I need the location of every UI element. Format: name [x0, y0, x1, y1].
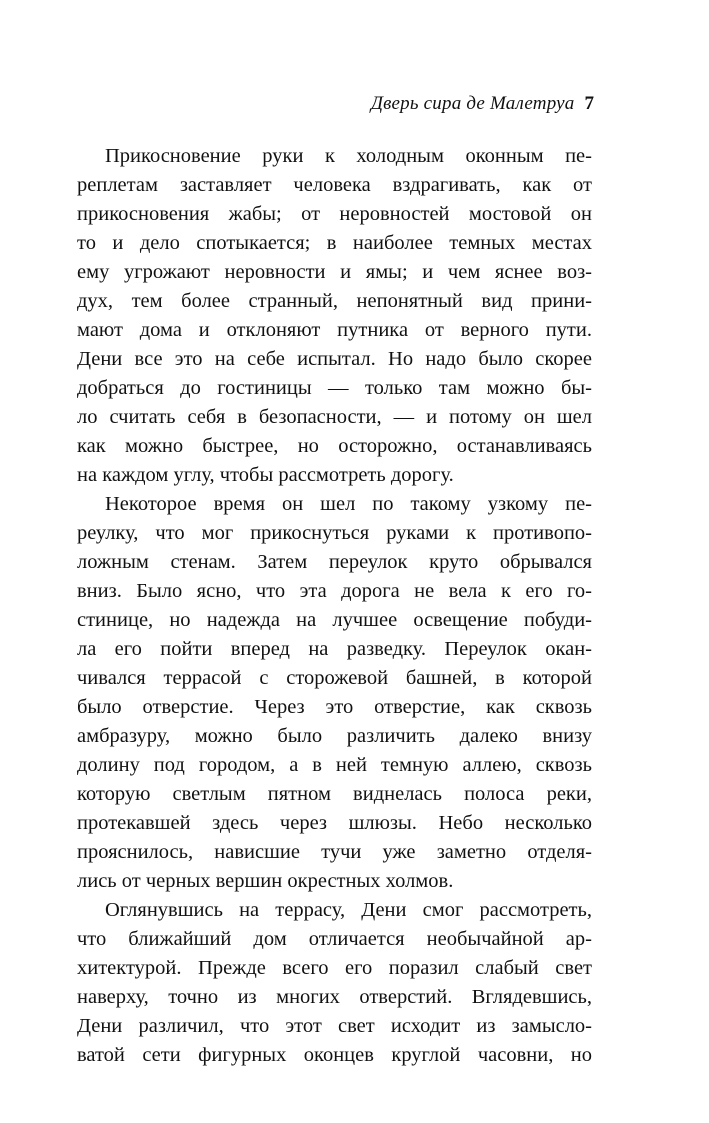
- text-line: амбразуру, можно было различить далеко внизу: [77, 725, 592, 747]
- page-number: 7: [584, 93, 594, 114]
- text-line: добраться до гостиницы — только там можно бы-: [77, 377, 592, 399]
- text-line: Некоторое время он шел по такому узкому пе-: [105, 493, 592, 515]
- text-line: ла его пойти вперед на разведку. Переулок окан-: [77, 638, 592, 660]
- paragraph: [77, 142, 592, 490]
- text-line: протекавшей здесь через шлюзы. Небо несколько: [77, 812, 592, 834]
- text-line: Дени различил, что этот свет исходит из замысло-: [77, 1015, 592, 1037]
- text-line: прояснилось, нависшие тучи уже заметно отделя-: [77, 841, 592, 863]
- text-line: Прикосновение руки к холодным оконным пе-: [105, 145, 592, 167]
- text-line: Дени все это на себе испытал. Но надо было скорее: [77, 348, 592, 370]
- text-line: было отверстие. Через это отверстие, как сквозь: [77, 696, 592, 718]
- text-line: хитектурой. Прежде всего его поразил слабый свет: [77, 957, 592, 979]
- paragraph: [77, 896, 592, 1070]
- text-line: на каждом углу, чтобы рассмотреть дорогу.: [77, 464, 454, 486]
- text-line: вниз. Было ясно, что эта дорога не вела к его го-: [77, 580, 592, 602]
- text-line: реплетам заставляет человека вздрагивать, как от: [77, 174, 592, 196]
- text-line: долину под городом, а в ней темную аллею, сквозь: [77, 754, 592, 776]
- text-line: мают дома и отклоняют путника от верного пути.: [77, 319, 592, 341]
- text-line: ло считать себя в безопасности, — и потому он шел: [77, 406, 592, 428]
- text-line: Оглянувшись на террасу, Дени смог рассмотреть,: [105, 899, 592, 921]
- text-line: стинице, но надежда на лучшее освещение побуди-: [77, 609, 592, 631]
- text-line: что ближайший дом отличается необычайной ар-: [77, 928, 592, 950]
- running-header: [371, 92, 594, 116]
- page-body: [77, 142, 592, 1070]
- text-line: ложным стенам. Затем переулок круто обрывался: [77, 551, 592, 573]
- paragraph: [77, 490, 592, 896]
- running-title: Дверь сира де Малетруа: [370, 93, 575, 114]
- text-line: чивался террасой с сторожевой башней, в которой: [77, 667, 592, 689]
- text-line: ватой сети фигурных оконцев круглой часовни, но: [77, 1044, 592, 1066]
- text-line: как можно быстрее, но осторожно, останавливаясь: [77, 435, 592, 457]
- text-line: прикосновения жабы; от неровностей мостовой он: [77, 203, 592, 225]
- text-line: ему угрожают неровности и ямы; и чем яснее воз-: [77, 261, 592, 283]
- text-line: то и дело спотыкается; в наиболее темных местах: [77, 232, 592, 254]
- text-line: лись от черных вершин окрестных холмов.: [77, 870, 454, 892]
- text-line: дух, тем более странный, непонятный вид прини-: [77, 290, 592, 312]
- text-line: которую светлым пятном виднелась полоса реки,: [77, 783, 592, 805]
- text-line: наверху, точно из многих отверстий. Вглядевшись,: [77, 986, 592, 1008]
- text-line: реулку, что мог прикоснуться руками к противопо-: [77, 522, 592, 544]
